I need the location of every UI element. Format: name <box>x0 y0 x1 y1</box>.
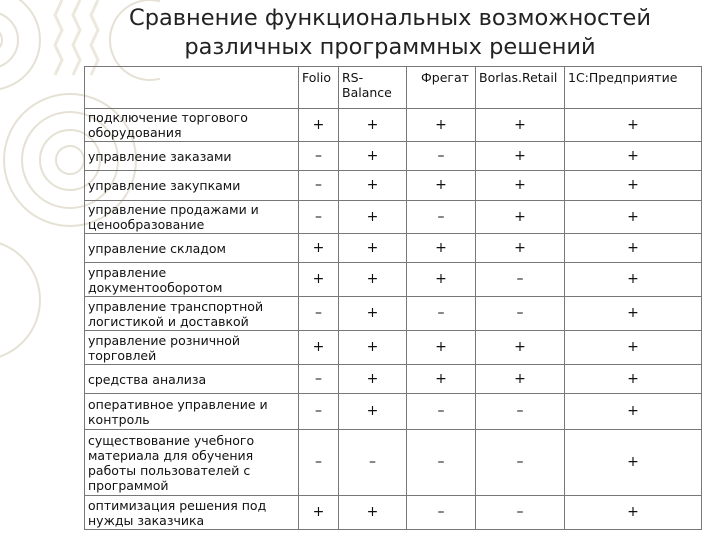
row-label: управление розничной торговлей <box>85 331 299 365</box>
table-cell: + <box>407 234 476 263</box>
column-header: Фрегат <box>407 67 476 109</box>
table-row <box>85 297 702 331</box>
table-cell: – <box>476 263 565 297</box>
table-cell: – <box>407 496 476 530</box>
table-cell: – <box>407 142 476 171</box>
title-line-2: различных программных решений <box>184 34 596 60</box>
row-label: управление продажами и ценообразование <box>85 201 299 234</box>
column-header: Borlas.Retail <box>476 67 565 109</box>
table-cell: + <box>476 142 565 171</box>
table-cell: – <box>476 297 565 331</box>
table-cell: + <box>339 394 407 430</box>
table-cell: + <box>565 263 702 297</box>
column-header: 1С:Предприятие <box>565 67 702 109</box>
table-cell: + <box>565 297 702 331</box>
table-cell: + <box>565 234 702 263</box>
table-cell: + <box>407 365 476 394</box>
table-cell: – <box>299 394 339 430</box>
row-label: управление закупками <box>85 171 299 201</box>
table-cell: + <box>565 171 702 201</box>
table-row <box>85 430 702 496</box>
table-cell: + <box>565 142 702 171</box>
table-cell: – <box>299 171 339 201</box>
table-cell: + <box>476 201 565 234</box>
column-header: RS-Balance <box>339 67 407 109</box>
table-cell: + <box>565 394 702 430</box>
table-cell: + <box>299 496 339 530</box>
row-label: управление складом <box>85 234 299 263</box>
table-cell: + <box>339 171 407 201</box>
row-label: управление транспортной логистикой и доставкой <box>85 297 299 331</box>
row-label: средства анализа <box>85 365 299 394</box>
table-cell: – <box>407 394 476 430</box>
table-row <box>85 201 702 234</box>
table-cell: – <box>299 365 339 394</box>
table-cell: + <box>407 171 476 201</box>
table-row <box>85 331 702 365</box>
table-cell: – <box>299 297 339 331</box>
table-cell: + <box>339 297 407 331</box>
table-cell: – <box>476 496 565 530</box>
table-cell: + <box>407 109 476 142</box>
table-cell: – <box>476 394 565 430</box>
table-cell: + <box>476 234 565 263</box>
table-cell: – <box>299 142 339 171</box>
table-cell: + <box>339 263 407 297</box>
table-row <box>85 365 702 394</box>
table-cell: + <box>565 331 702 365</box>
table-cell: + <box>299 331 339 365</box>
column-header <box>85 67 299 109</box>
table-cell: + <box>407 331 476 365</box>
table-cell: + <box>565 496 702 530</box>
table-row <box>85 171 702 201</box>
table-row <box>85 496 702 530</box>
table-cell: – <box>476 430 565 496</box>
table-cell: + <box>565 201 702 234</box>
table-row <box>85 109 702 142</box>
table-cell: – <box>299 201 339 234</box>
table-cell: + <box>476 109 565 142</box>
table-cell: + <box>339 234 407 263</box>
table-cell: – <box>407 430 476 496</box>
row-label: оптимизация решения под нужды заказчика <box>85 496 299 530</box>
row-label: подключение торгового оборудования <box>85 109 299 142</box>
table-cell: + <box>339 142 407 171</box>
table-row <box>85 234 702 263</box>
table-cell: + <box>339 109 407 142</box>
table-cell: – <box>407 201 476 234</box>
column-header: Folio <box>299 67 339 109</box>
table-cell: + <box>339 496 407 530</box>
table-row <box>85 263 702 297</box>
table-cell: – <box>407 297 476 331</box>
table-cell: + <box>299 234 339 263</box>
table-cell: – <box>299 430 339 496</box>
table-cell: + <box>476 171 565 201</box>
row-label: управление документооборотом <box>85 263 299 297</box>
table-row <box>85 394 702 430</box>
title-line-1: Сравнение функциональных возможностей <box>129 5 651 31</box>
table-header-row <box>85 67 702 109</box>
table-cell: + <box>476 365 565 394</box>
page-title <box>110 4 670 62</box>
table-cell: + <box>476 331 565 365</box>
comparison-table <box>84 66 702 530</box>
table-cell: – <box>339 430 407 496</box>
table-cell: + <box>565 430 702 496</box>
table-cell: + <box>299 263 339 297</box>
row-label: существование учебного материала для обучения работы пользователей с программой <box>85 430 299 496</box>
table-cell: + <box>565 109 702 142</box>
table-cell: + <box>339 331 407 365</box>
table-cell: + <box>407 263 476 297</box>
row-label: оперативное управление и контроль <box>85 394 299 430</box>
row-label: управление заказами <box>85 142 299 171</box>
table-cell: + <box>339 201 407 234</box>
table-cell: + <box>565 365 702 394</box>
table-cell: + <box>339 365 407 394</box>
table-row <box>85 142 702 171</box>
table-cell: + <box>299 109 339 142</box>
